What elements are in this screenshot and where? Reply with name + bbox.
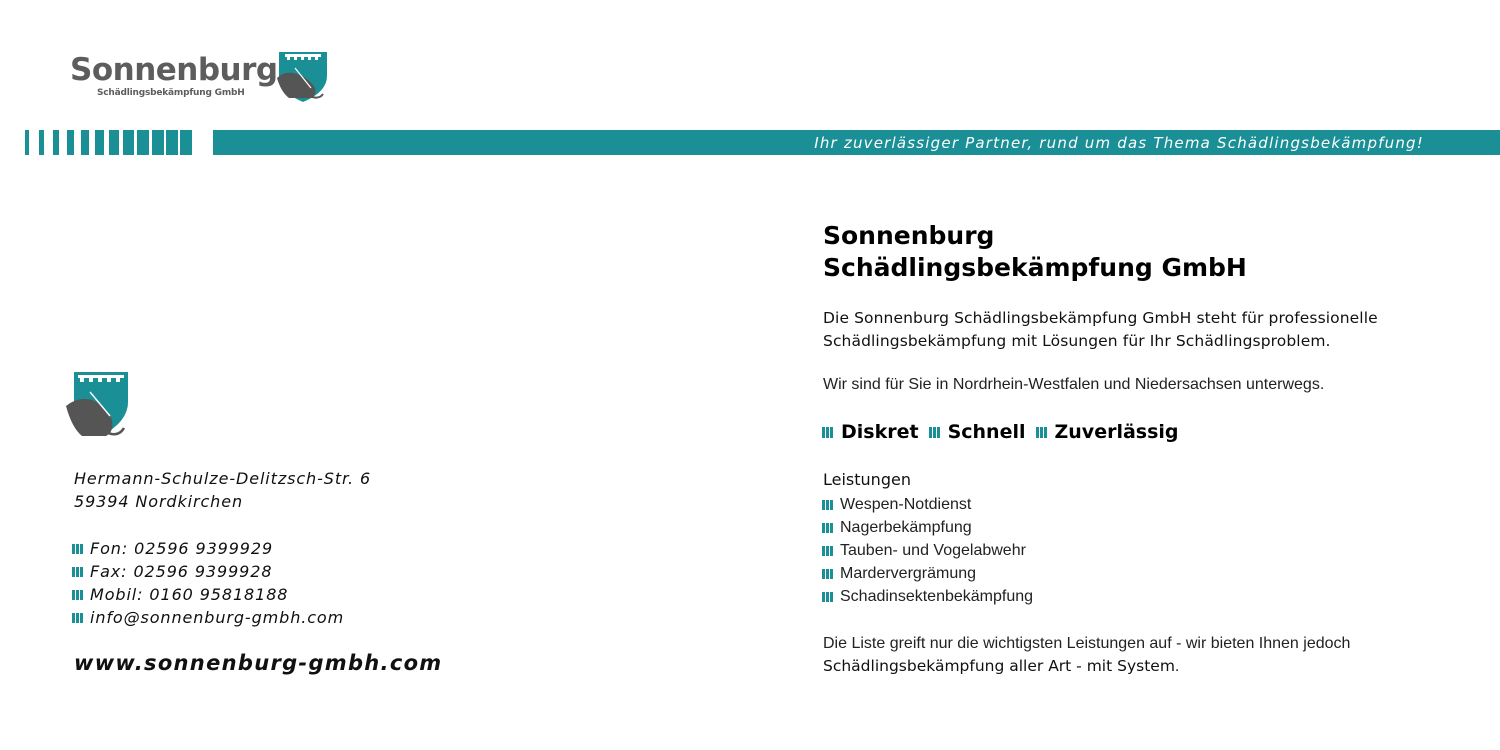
- bullet-icon: [1036, 427, 1051, 438]
- closing-text: [823, 632, 1350, 678]
- service-label: Schadinsektenbekämpfung: [840, 587, 1034, 605]
- service-label: Wespen-Notdienst: [840, 495, 972, 513]
- contact-mobile: [72, 583, 344, 606]
- logo-wordmark: Sonnenburg: [70, 52, 278, 88]
- closing-line2-emphasis: Schädlingsbekämpfung aller Art - mit System: [823, 657, 1175, 675]
- address-city: 59394 Nordkirchen: [74, 492, 243, 511]
- value-label: Zuverlässig: [1054, 421, 1179, 443]
- company-values: [822, 421, 1189, 443]
- list-item: [822, 516, 1033, 539]
- company-name: [823, 220, 1247, 284]
- bullet-icon: [72, 544, 86, 554]
- shield-mole-icon: [275, 48, 331, 104]
- contact-email-text: info@sonnenburg-gmbh.com: [90, 608, 345, 627]
- bullet-icon: [822, 427, 837, 438]
- contact-phone-text: Fon: 02596 9399929: [90, 539, 274, 558]
- value-label: Diskret: [841, 421, 919, 443]
- intro-line1: Die Sonnenburg Schädlingsbekämpfung GmbH steht für professionelle: [823, 309, 1378, 327]
- service-label: Nagerbekämpfung: [840, 518, 972, 536]
- bullet-icon: [822, 523, 836, 533]
- address-street: Hermann-Schulze-Delitzsch-Str. 6: [74, 469, 372, 488]
- shield-mole-icon: [66, 370, 130, 440]
- services-heading: Leistungen: [823, 470, 911, 489]
- company-name-line1: Sonnenburg: [823, 221, 995, 250]
- bullet-icon: [822, 592, 836, 602]
- list-item: [822, 493, 1033, 516]
- closing-line1: Die Liste greift nur die wichtigsten Leistungen auf - wir bieten Ihnen jedoch: [823, 635, 1351, 652]
- slogan: Ihr zuverlässiger Partner, rund um das Thema Schädlingsbekämpfung!: [814, 134, 1424, 152]
- value-fast: [929, 421, 1026, 443]
- band-stripes: [25, 130, 194, 155]
- bullet-icon: [822, 500, 836, 510]
- bullet-icon: [72, 613, 86, 623]
- service-label: Mardervergrämung: [840, 564, 977, 582]
- intro-text: [823, 307, 1378, 353]
- value-label: Schnell: [947, 421, 1026, 443]
- logo-subtitle: Schädlingsbekämpfung GmbH: [97, 88, 245, 98]
- contact-fax-text: Fax: 02596 9399928: [90, 562, 273, 581]
- value-reliable: [1036, 421, 1179, 443]
- list-item: [822, 539, 1033, 562]
- header-band: [0, 130, 1500, 155]
- value-discreet: [822, 421, 919, 443]
- contact-email: [72, 606, 344, 629]
- contact-mobile-text: Mobil: 0160 95818188: [90, 585, 289, 604]
- postal-address: [74, 467, 371, 513]
- list-item: [822, 585, 1033, 608]
- contact-phone: [72, 537, 344, 560]
- closing-line2: [823, 655, 1350, 678]
- service-region: Wir sind für Sie in Nordrhein-Westfalen und Niedersachsen unterwegs.: [823, 376, 1325, 393]
- bullet-icon: [822, 569, 836, 579]
- bullet-icon: [929, 427, 944, 438]
- bullet-icon: [72, 590, 86, 600]
- list-item: [822, 562, 1033, 585]
- intro-line2: Schädlingsbekämpfung mit Lösungen für Ihr Schädlingsproblem.: [823, 332, 1331, 350]
- website-url: www.sonnenburg-gmbh.com: [74, 651, 443, 675]
- closing-line2-end: .: [1174, 658, 1180, 675]
- service-label: Tauben- und Vogelabwehr: [840, 541, 1026, 559]
- company-name-line2: Schädlingsbekämpfung GmbH: [823, 253, 1247, 282]
- contact-fax: [72, 560, 344, 583]
- contact-list: [72, 537, 344, 629]
- bullet-icon: [822, 546, 836, 556]
- bullet-icon: [72, 567, 86, 577]
- company-logo: [70, 48, 330, 108]
- services-list: [822, 493, 1033, 608]
